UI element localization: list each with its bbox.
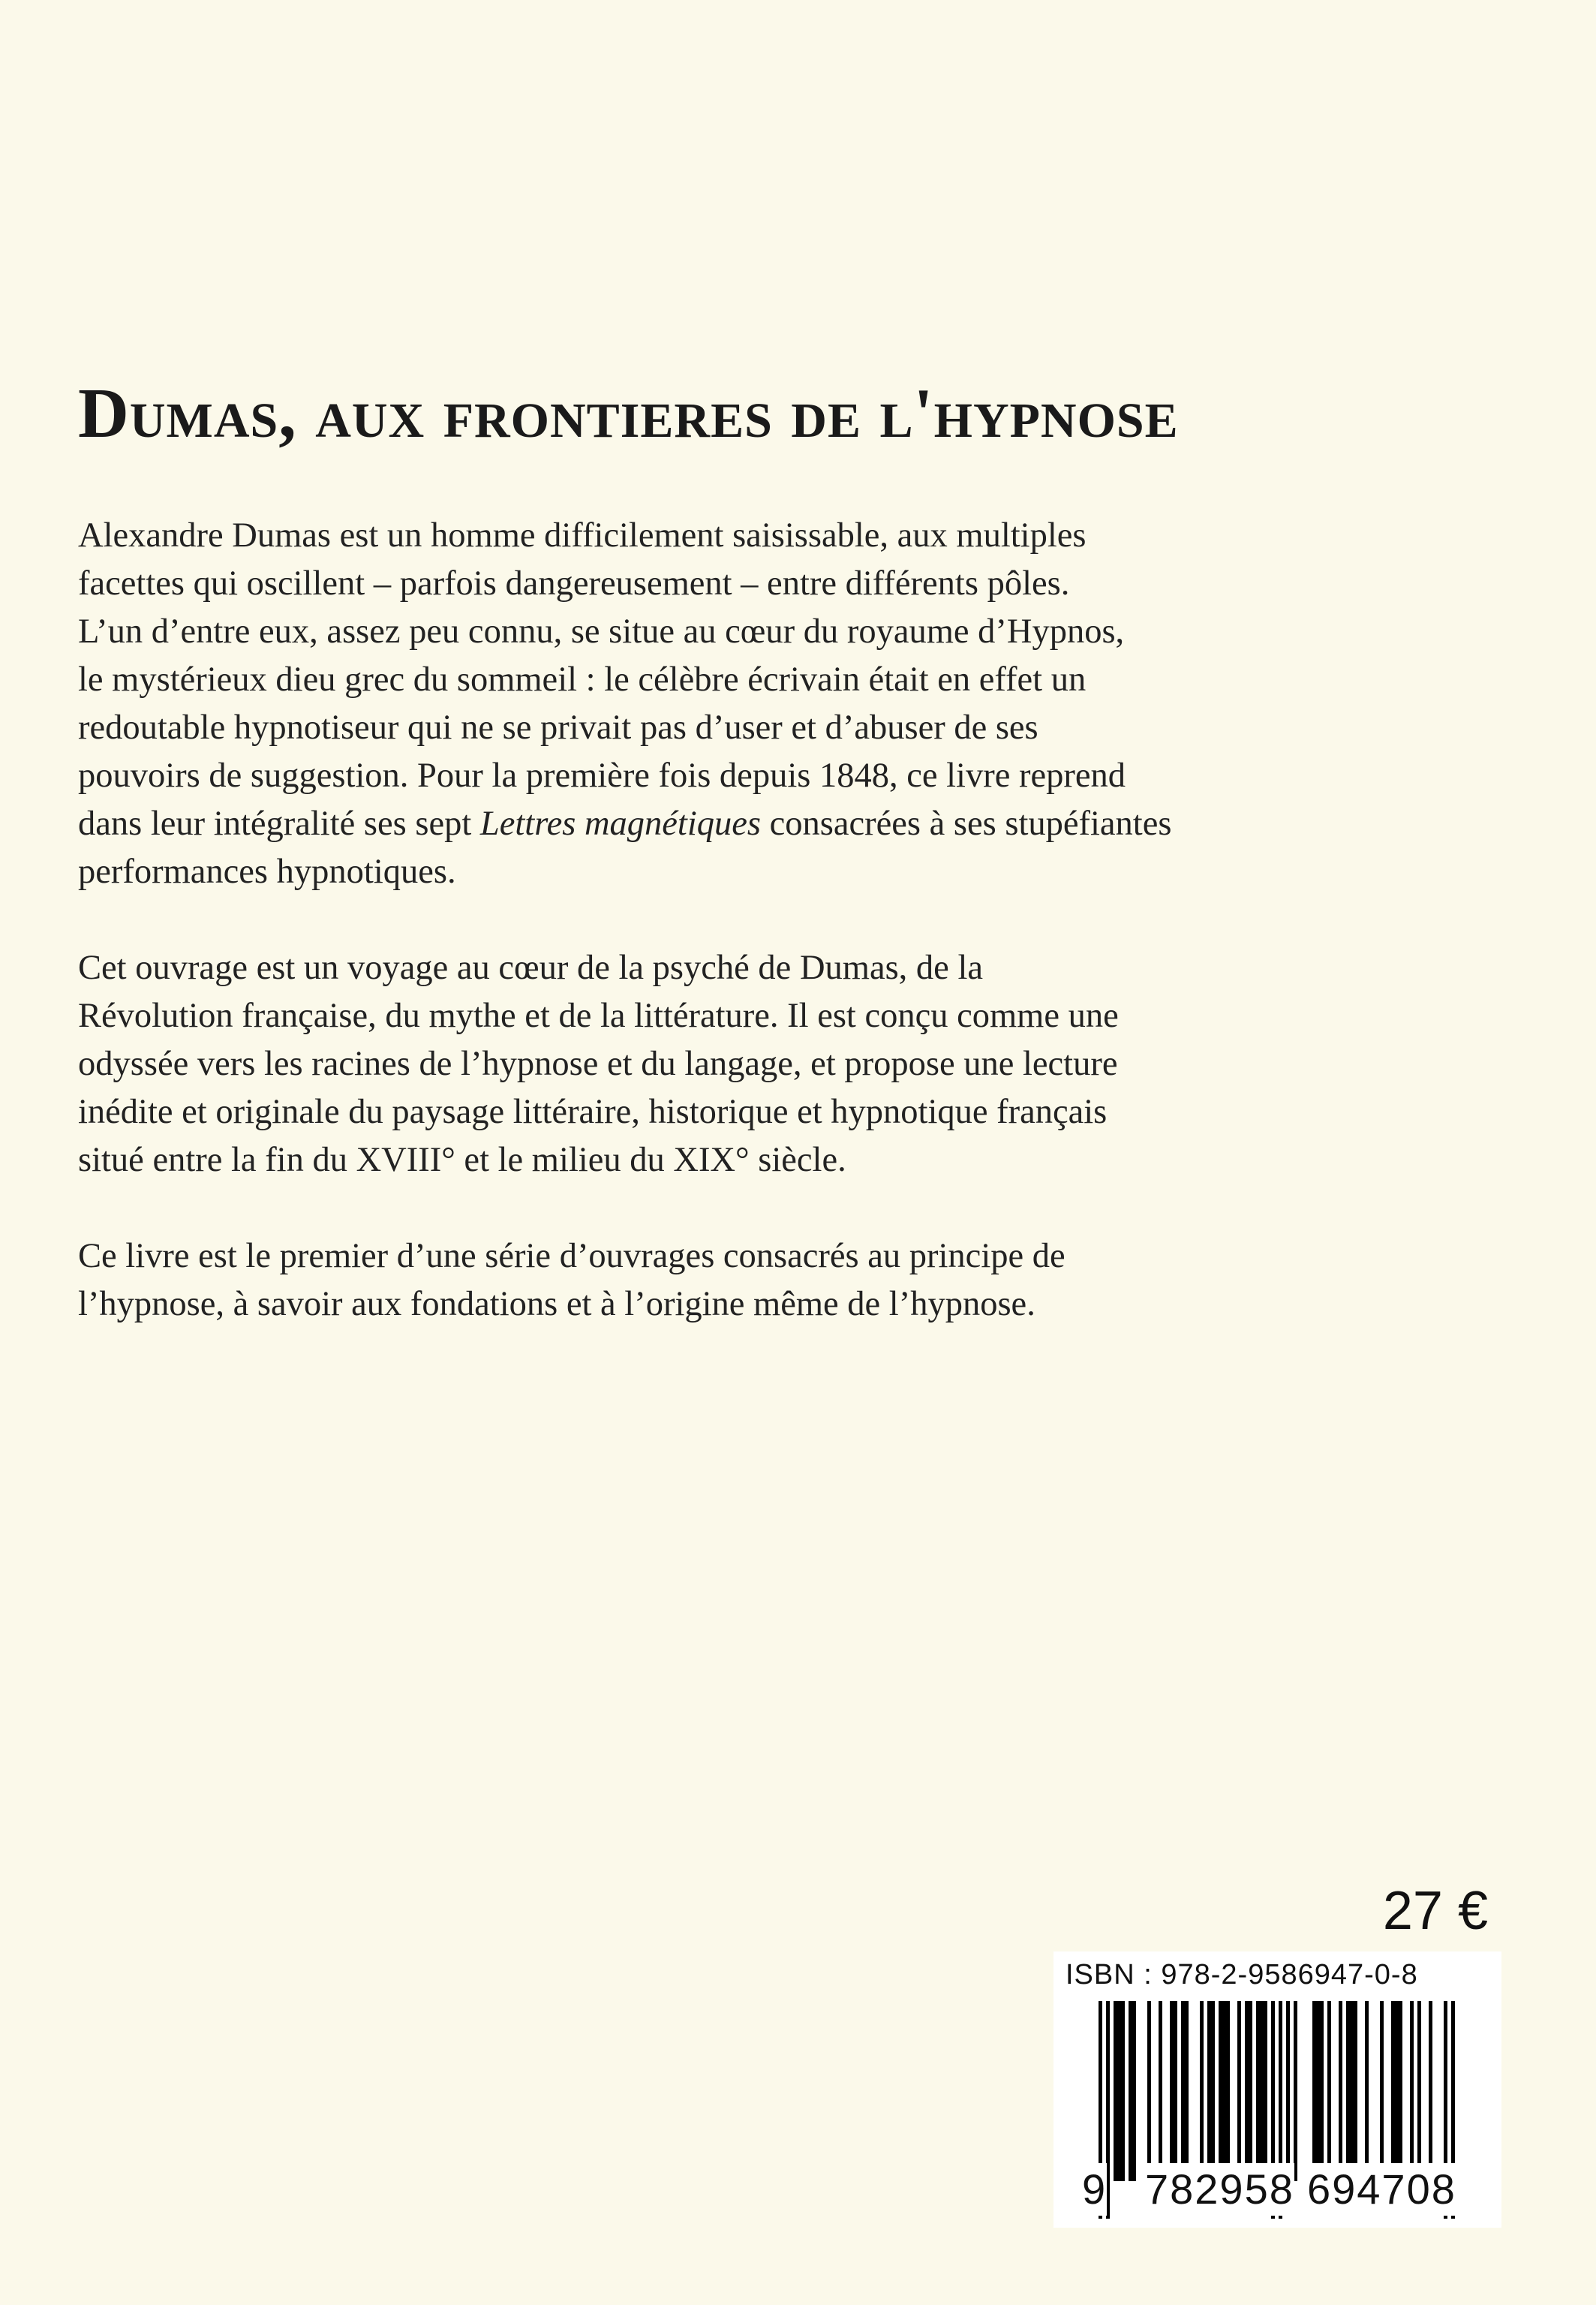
blurb-paragraph-2 (78, 944, 1414, 1184)
text-line: pouvoirs de suggestion. Pour la première fois depuis 1848, ce livre reprend (78, 757, 1126, 795)
barcode-bar (1391, 2001, 1395, 2181)
barcode-left-digits: 782958 (1145, 2163, 1294, 2216)
barcode-block (1053, 1951, 1501, 2228)
barcode-bar (1256, 2001, 1260, 2181)
barcode-bar (1170, 2001, 1174, 2181)
text-fragment: dans leur intégralité ses sept (78, 805, 480, 843)
barcode-bar (1117, 2001, 1121, 2181)
barcode-bar (1316, 2001, 1320, 2181)
blurb (78, 512, 1414, 1377)
barcode-bar (1207, 2001, 1211, 2181)
barcode-bar (1121, 2001, 1125, 2181)
barcode-bar (1429, 2001, 1432, 2181)
text-line: Révolution française, du mythe et de la littérature. Il est conçu comme une (78, 997, 1119, 1035)
text-line: le mystérieux dieu grec du sommeil : le célèbre écrivain était en effet un (78, 661, 1087, 699)
barcode-bar (1185, 2001, 1189, 2181)
text-line: L’un d’entre eux, assez peu connu, se situe au cœur du royaume d’Hypnos, (78, 612, 1125, 651)
isbn-label: ISBN : 978-2-9586947-0-8 (1066, 1959, 1418, 1991)
barcode-bar (1147, 2001, 1151, 2181)
barcode-bar (1294, 2001, 1297, 2181)
barcode-bar (1320, 2001, 1324, 2181)
barcode-bar (1245, 2001, 1249, 2181)
price-label: 27 € (1382, 1881, 1488, 1941)
barcode-bar (1346, 2001, 1350, 2181)
text-line: redoutable hypnotiseur qui ne se privait pas d’user et d’abuser de ses (78, 709, 1038, 747)
barcode-bar (1354, 2001, 1357, 2181)
barcode-bar (1399, 2001, 1402, 2181)
blurb-paragraph-3 (78, 1232, 1414, 1329)
barcode-bar (1380, 2001, 1384, 2181)
barcode-bar (1211, 2001, 1215, 2181)
barcode-bar (1200, 2001, 1204, 2181)
italic-book-title: Lettres magnétiques (479, 805, 762, 843)
barcode-bar (1350, 2001, 1354, 2181)
book-title: Dumas, aux frontieres de l'hypnose (78, 375, 1179, 453)
barcode-bar (1219, 2001, 1222, 2181)
barcode-bar (1129, 2001, 1132, 2181)
text-line: situé entre la fin du XVIII° et le milieu du XIX° siècle. (78, 1141, 846, 1179)
barcode-bar (1395, 2001, 1399, 2181)
barcode-lead-digit: 9 (1082, 2163, 1107, 2216)
barcode-bar (1114, 2001, 1117, 2181)
barcode-bar (1327, 2001, 1331, 2181)
text-line: Cet ouvrage est un voyage au cœur de la psyché de Dumas, de la (78, 949, 984, 987)
barcode-bar (1410, 2001, 1414, 2181)
text-line: Alexandre Dumas est un homme difficilement saisissable, aux multiples (78, 516, 1087, 555)
barcode-bar (1174, 2001, 1177, 2181)
blurb-paragraph-1 (78, 512, 1414, 896)
barcode-bar (1132, 2001, 1136, 2181)
text-fragment: consacrées à ses stupéfiantes (761, 805, 1172, 843)
barcode-bar (1365, 2001, 1369, 2181)
barcode-bar (1339, 2001, 1342, 2181)
text-line: inédite et originale du paysage littéraire, historique et hypnotique français (78, 1093, 1108, 1131)
barcode-bar (1159, 2001, 1162, 2181)
barcode-bar (1417, 2001, 1421, 2181)
barcode-bar (1181, 2001, 1185, 2181)
text-line: performances hypnotiques. (78, 853, 456, 891)
barcode-bar (1286, 2001, 1290, 2181)
barcode-right-digits: 694708 (1307, 2163, 1456, 2216)
text-line: Ce livre est le premier d’une série d’ouvrages consacrés au principe de (78, 1237, 1066, 1275)
text-line: l’hypnose, à savoir aux fondations et à l’origine même de l’hypnose. (78, 1285, 1035, 1323)
barcode-bar (1237, 2001, 1241, 2181)
text-line: facettes qui oscillent – parfois dangereusement – entre différents pôles. (78, 564, 1070, 603)
barcode-bar (1264, 2001, 1267, 2181)
barcode-bar (1260, 2001, 1264, 2181)
barcode-bar (1249, 2001, 1252, 2181)
text-line (78, 800, 1414, 848)
barcode-bar (1222, 2001, 1226, 2181)
text-line: odyssée vers les racines de l’hypnose et du langage, et propose une lecture (78, 1045, 1118, 1083)
barcode-bar (1226, 2001, 1230, 2181)
barcode-bar (1312, 2001, 1316, 2181)
